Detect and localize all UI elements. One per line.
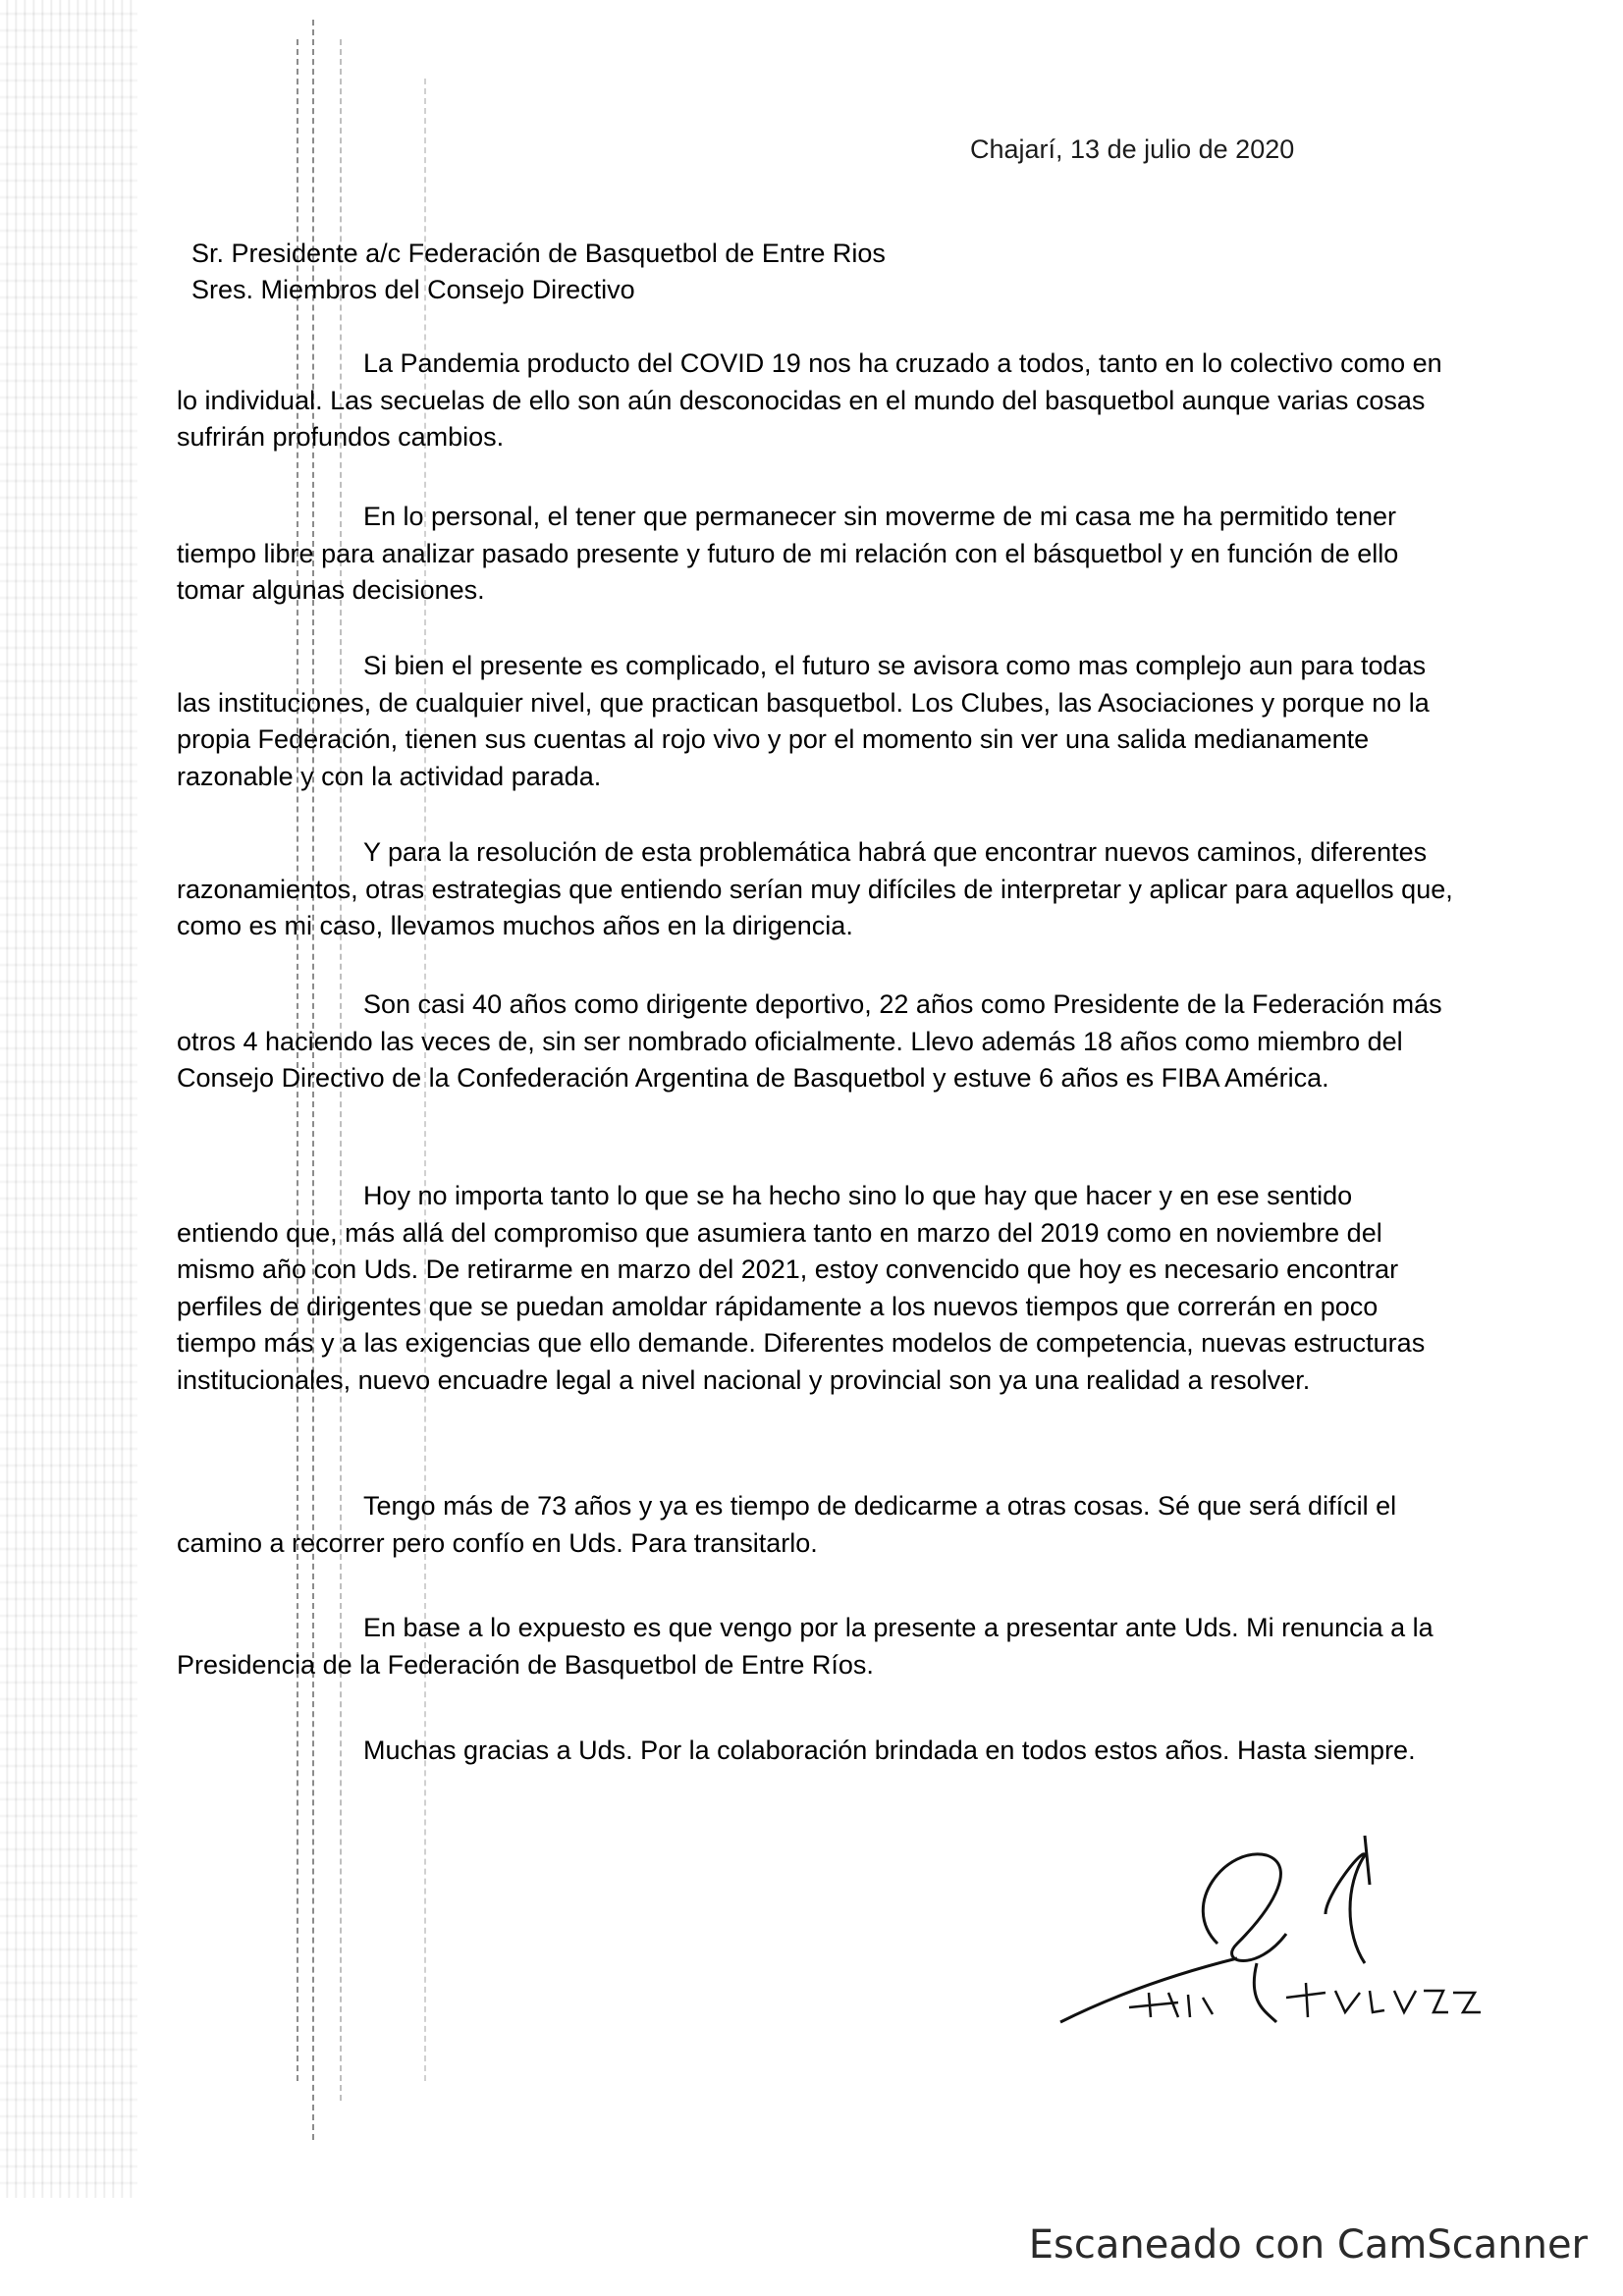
salutation-line: Sres. Miembros del Consejo Directivo <box>191 275 635 304</box>
handwritten-signature <box>1031 1826 1542 2061</box>
paragraph: En base a lo expuesto es que vengo por la presente a presentar ante Uds. Mi renuncia a la Presidencia de la Federación de Basquetbol de Entre Ríos. <box>177 1613 1434 1680</box>
letter-date: Chajarí, 13 de julio de 2020 <box>970 134 1295 164</box>
signature-icon <box>1031 1826 1542 2061</box>
paragraph: Tengo más de 73 años y ya es tiempo de dedicarme a otras cosas. Sé que será difícil el camino a recorrer pero confío en Uds. Para transitarlo. <box>177 1491 1397 1558</box>
paragraph: Y para la resolución de esta problemática habrá que encontrar nuevos caminos, diferentes razonamientos, otras estrategias que entiendo serían muy difíciles de interpretar y aplicar para aquellos que, como es mi caso, llevamos muchos años en la dirigencia. <box>177 837 1453 940</box>
paragraph: Si bien el presente es complicado, el futuro se avisora como mas complejo aun para todas las instituciones, de cualquier nivel, que practican basquetbol. Los Clubes, las Asociaciones y porque no la propia Federación, tienen sus cuentas al rojo vivo y por el momento sin ver una salida medianamente razonable y con la actividad parada. <box>177 651 1430 791</box>
paragraph: Muchas gracias a Uds. Por la colaboración brindada en todos estos años. Hasta siempre. <box>363 1735 1416 1765</box>
salutation-line: Sr. Presidente a/c Federación de Basquetbol de Entre Rios <box>191 239 886 268</box>
paragraph: Son casi 40 años como dirigente deportivo, 22 años como Presidente de la Federación más otros 4 haciendo las veces de, sin ser nombrado oficialmente. Llevo además 18 años como miembro del Consejo Directivo de la Confederación Argentina de Basquetbol y estuve 6 años es FIBA América. <box>177 989 1442 1093</box>
paragraph: Hoy no importa tanto lo que se ha hecho sino lo que hay que hacer y en ese sentido entiendo que, más allá del compromiso que asumiera tanto en marzo del 2019 como en noviembre del mismo año con Uds. De retirarme en marzo del 2021, estoy convencido que hoy es necesario encontrar perfiles de dirigentes que se puedan amoldar rápidamente a los nuevos tiempos que correrán en poco tiempo más y a las exigencias que ello demande. Diferentes modelos de competencia, nuevas estructuras institucionales, nuevo encuadre legal a nivel nacional y provincial son ya una realidad a resolver. <box>177 1181 1426 1395</box>
scan-noise-strip <box>0 0 137 2198</box>
paragraph: La Pandemia producto del COVID 19 nos ha cruzado a todos, tanto en lo colectivo como en lo individual. Las secuelas de ello son aún desconocidas en el mundo del basquetbol aunque varias cosas sufrirán profundos cambios. <box>177 348 1442 452</box>
camscanner-watermark: Escaneado con CamScanner <box>1028 2222 1588 2268</box>
paragraph: En lo personal, el tener que permanecer sin moverme de mi casa me ha permitido tener tiempo libre para analizar pasado presente y futuro de mi relación con el básquetbol y en función de ello tomar algunas decisiones. <box>177 502 1399 605</box>
salutation <box>191 236 1370 308</box>
